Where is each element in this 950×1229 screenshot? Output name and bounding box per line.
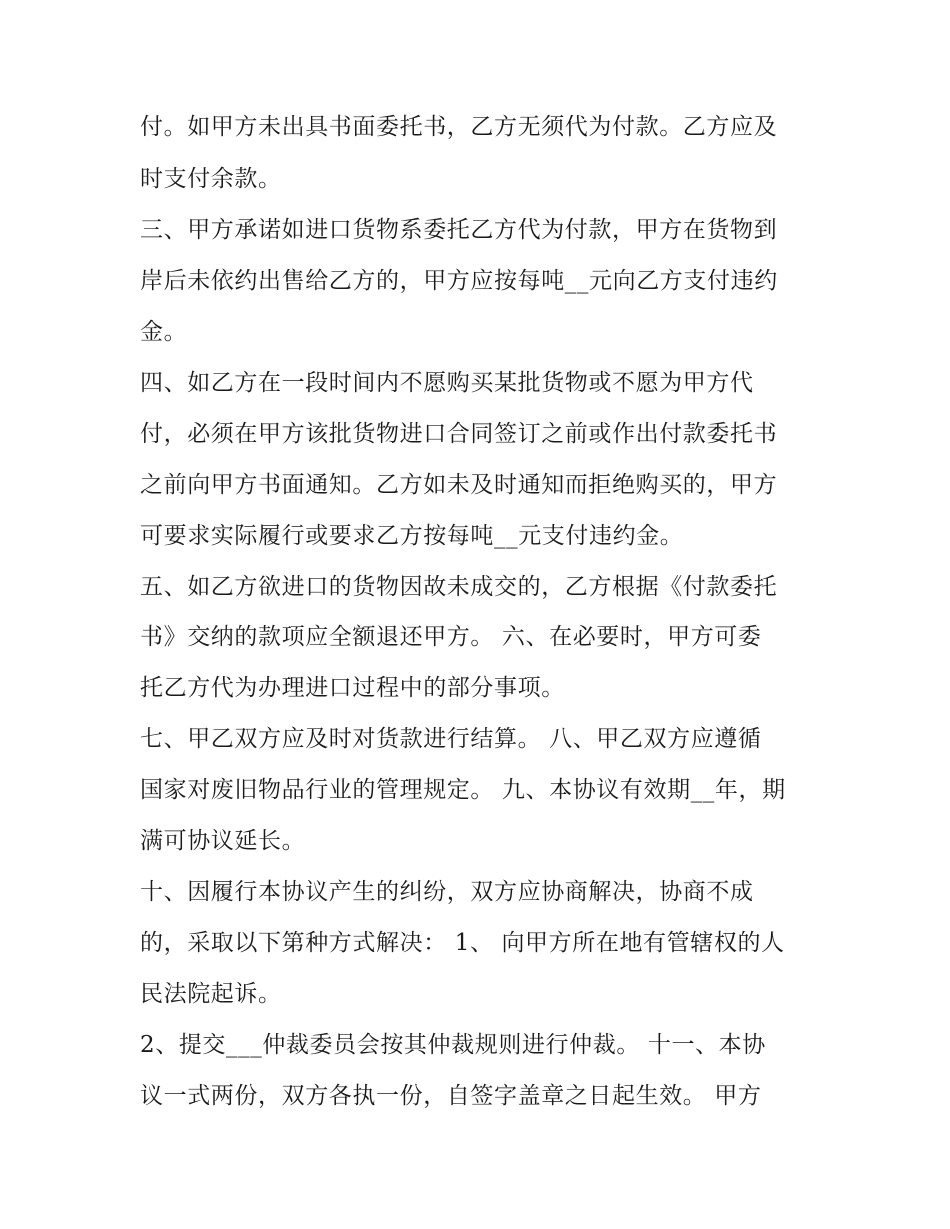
text-line-15: 满可协议延长。 <box>140 828 306 854</box>
text-line-3: 三、甲方承诺如进口货物系委托乙方代为付款，甲方在货物到 <box>140 217 778 243</box>
text-line-16: 十、因履行本协议产生的纠纷，双方应协商解决，协商不成 <box>140 879 754 905</box>
text-line-11: 书》交纳的款项应全额退还甲方。 六、在必要时，甲方可委 <box>140 624 762 650</box>
text-line-18: 民法院起诉。 <box>140 981 282 1007</box>
text-line-17: 的，采取以下第种方式解决： 1、 向甲方所在地有管辖权的人 <box>140 930 785 956</box>
text-line-20: 议一式两份，双方各执一份，自签字盖章之日起生效。 甲方 <box>140 1083 762 1109</box>
text-line-8: 之前向甲方书面通知。乙方如未及时通知而拒绝购买的，甲方 <box>140 472 778 498</box>
text-line-2: 时支付余款。 <box>140 166 282 192</box>
text-line-12: 托乙方代为办理进口过程中的部分事项。 <box>140 675 565 701</box>
text-line-1: 付。如甲方未出具书面委托书，乙方无须代为付款。乙方应及 <box>140 114 778 140</box>
text-line-4: 岸后未依约出售给乙方的，甲方应按每吨__元向乙方支付违约 <box>140 268 778 294</box>
text-line-14: 国家对废旧物品行业的管理规定。 九、本协议有效期__年，期 <box>140 777 786 803</box>
text-line-10: 五、如乙方欲进口的货物因故未成交的，乙方根据《付款委托 <box>140 574 778 600</box>
text-line-13: 七、甲乙双方应及时对货款进行结算。 八、甲乙双方应遵循 <box>140 726 762 752</box>
text-line-6: 四、如乙方在一段时间内不愿购买某批货物或不愿为甲方代 <box>140 370 754 396</box>
text-line-7: 付，必须在甲方该批货物进口合同签订之前或作出付款委托书 <box>140 421 778 447</box>
text-line-9: 可要求实际履行或要求乙方按每吨__元支付违约金。 <box>140 523 684 549</box>
text-line-19: 2、提交___仲裁委员会按其仲裁规则进行仲裁。 十一、本协 <box>140 1032 766 1058</box>
text-line-5: 金。 <box>140 319 188 345</box>
